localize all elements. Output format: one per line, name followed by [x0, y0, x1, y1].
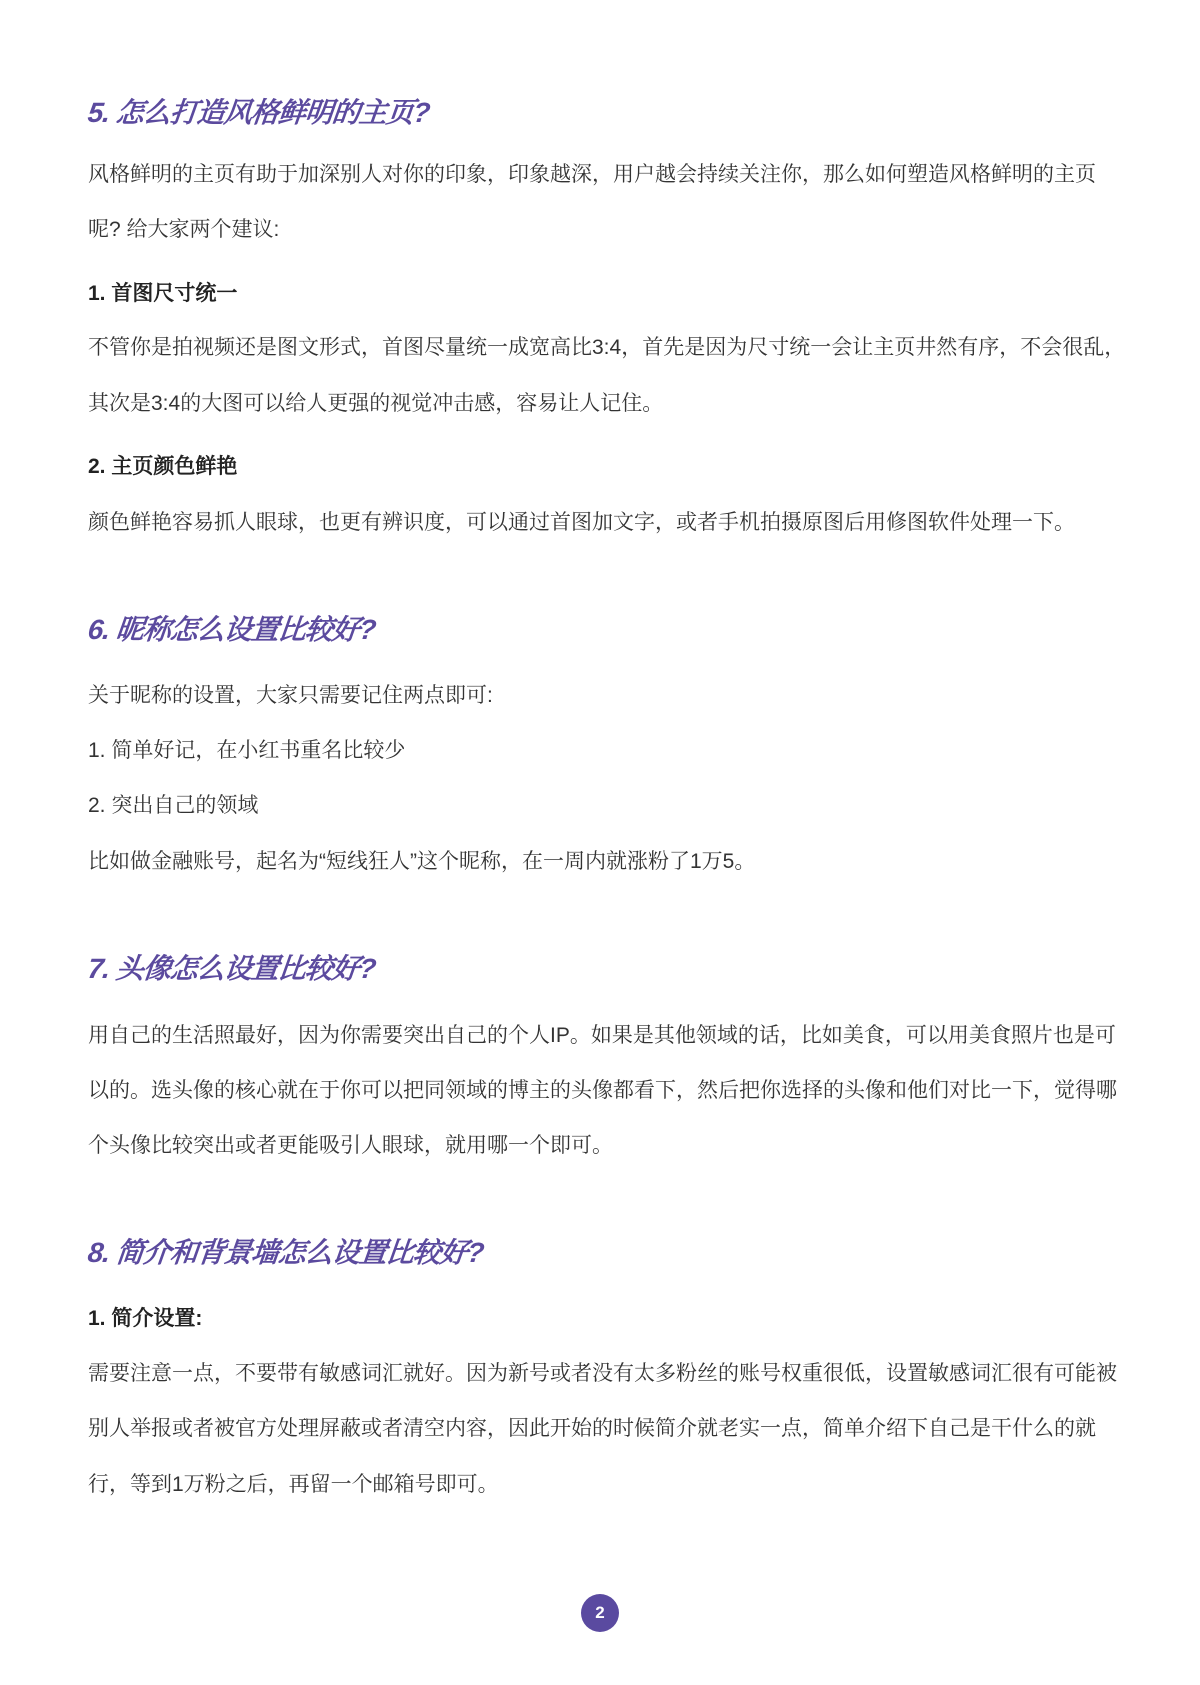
list-item: 2. 突出自己的领域 [88, 794, 259, 817]
paragraph-line: 颜色鲜艳容易抓人眼球，也更有辨识度，可以通过首图加文字，或者手机拍摄原图后用修图软件处理一下。 [88, 511, 1075, 534]
section-heading: 6. 昵称怎么设置比较好? [86, 614, 377, 645]
page-number-badge: 2 [581, 1594, 619, 1632]
section-heading: 7. 头像怎么设置比较好? [86, 953, 377, 984]
paragraph-line: 用自己的生活照最好，因为你需要突出自己的个人IP。如果是其他领域的话，比如美食，可以用美食照片也是可 [88, 1024, 1116, 1047]
paragraph-line: 比如做金融账号，起名为“短线狂人”这个昵称，在一周内就涨粉了1万5。 [88, 850, 756, 873]
subheading: 1. 简介设置: [88, 1307, 203, 1330]
list-item: 1. 简单好记，在小红书重名比较少 [88, 739, 406, 762]
paragraph-line: 呢? 给大家两个建议: [88, 218, 280, 241]
paragraph-line: 以的。选头像的核心就在于你可以把同领域的博主的头像都看下，然后把你选择的头像和他们对比一下，觉得哪 [88, 1079, 1117, 1102]
subheading: 2. 主页颜色鲜艳 [88, 455, 238, 478]
paragraph-line: 风格鲜明的主页有助于加深别人对你的印象，印象越深，用户越会持续关注你，那么如何塑造风格鲜明的主页 [88, 163, 1096, 186]
paragraph-line: 其次是3:4的大图可以给人更强的视觉冲击感，容易让人记住。 [88, 392, 664, 415]
paragraph-line: 需要注意一点，不要带有敏感词汇就好。因为新号或者没有太多粉丝的账号权重很低，设置敏感词汇很有可能被 [88, 1362, 1117, 1385]
paragraph-line: 不管你是拍视频还是图文形式，首图尽量统一成宽高比3:4，首先是因为尺寸统一会让主页井然有序，不会很乱， [88, 336, 1126, 359]
subheading: 1. 首图尺寸统一 [88, 282, 238, 305]
paragraph-line: 别人举报或者被官方处理屏蔽或者清空内容，因此开始的时候简介就老实一点，简单介绍下自己是干什么的就 [88, 1417, 1096, 1440]
section-heading: 8. 简介和背景墙怎么设置比较好? [86, 1237, 485, 1268]
paragraph-line: 关于昵称的设置，大家只需要记住两点即可: [88, 684, 493, 707]
section-heading: 5. 怎么打造风格鲜明的主页? [86, 97, 431, 128]
paragraph-line: 行，等到1万粉之后，再留一个邮箱号即可。 [88, 1473, 499, 1496]
paragraph-line: 个头像比较突出或者更能吸引人眼球，就用哪一个即可。 [88, 1134, 613, 1157]
